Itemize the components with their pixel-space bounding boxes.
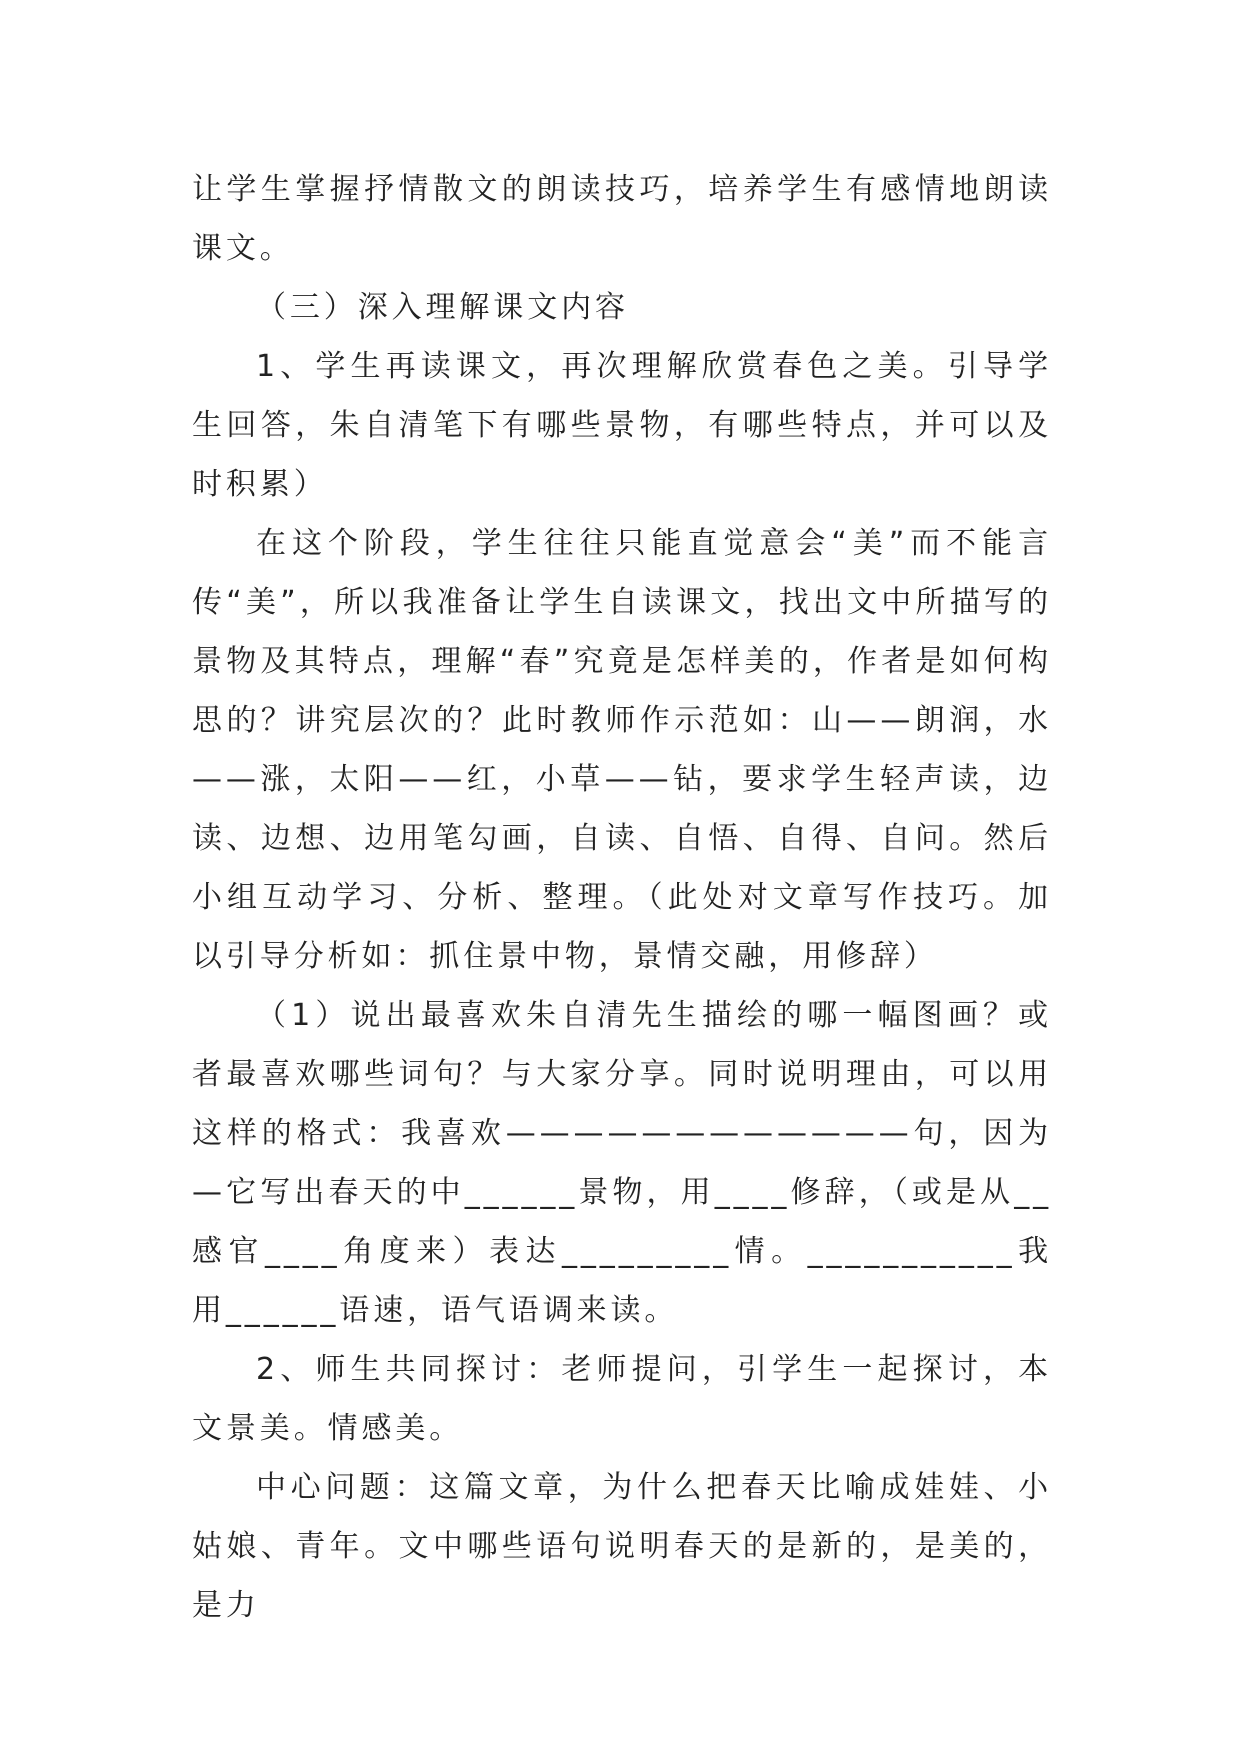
paragraph-reading-skills: 让学生掌握抒情散文的朗读技巧，培养学生有感情地朗读课文。 (192, 172, 1052, 266)
paragraph-question-1: （1）说出最喜欢朱自清先生描绘的哪一幅图画？或者最喜欢哪些词句？与大家分享。同时说明理由，可以用这样的格式：我喜欢————————————句，因为—它写出春天的中______景物，用____修辞，（或是从__感官____角度来）表达_________情。___________我用______语速，语气语调来读。 (192, 998, 1052, 1328)
paragraph-central-question: 中心问题：这篇文章，为什么把春天比喻成娃娃、小姑娘、青年。文中哪些语句说明春天的是新的，是美的，是力 (192, 1470, 1052, 1623)
paragraph-step-2: 2、师生共同探讨：老师提问，引学生一起探讨，本文景美。情感美。 (192, 1352, 1052, 1446)
section-heading: （三）深入理解课文内容 (256, 290, 629, 325)
document-body (192, 160, 1052, 1635)
paragraph-step-1: 1、学生再读课文，再次理解欣赏春色之美。引导学生回答，朱自清笔下有哪些景物，有哪些特点，并可以及时积累） (192, 349, 1052, 502)
paragraph-stage-description: 在这个阶段，学生往往只能直觉意会“美”而不能言传“美”，所以我准备让学生自读课文，找出文中所描写的景物及其特点，理解“春”究竟是怎样美的，作者是如何构思的？讲究层次的？此时教师作示范如：山——朗润，水——涨，太阳——红，小草——钻，要求学生轻声读，边读、边想、边用笔勾画，自读、自悟、自得、自问。然后小组互动学习、分析、整理。（此处对文章写作技巧。加以引导分析如：抓住景中物，景情交融，用修辞） (192, 526, 1052, 974)
